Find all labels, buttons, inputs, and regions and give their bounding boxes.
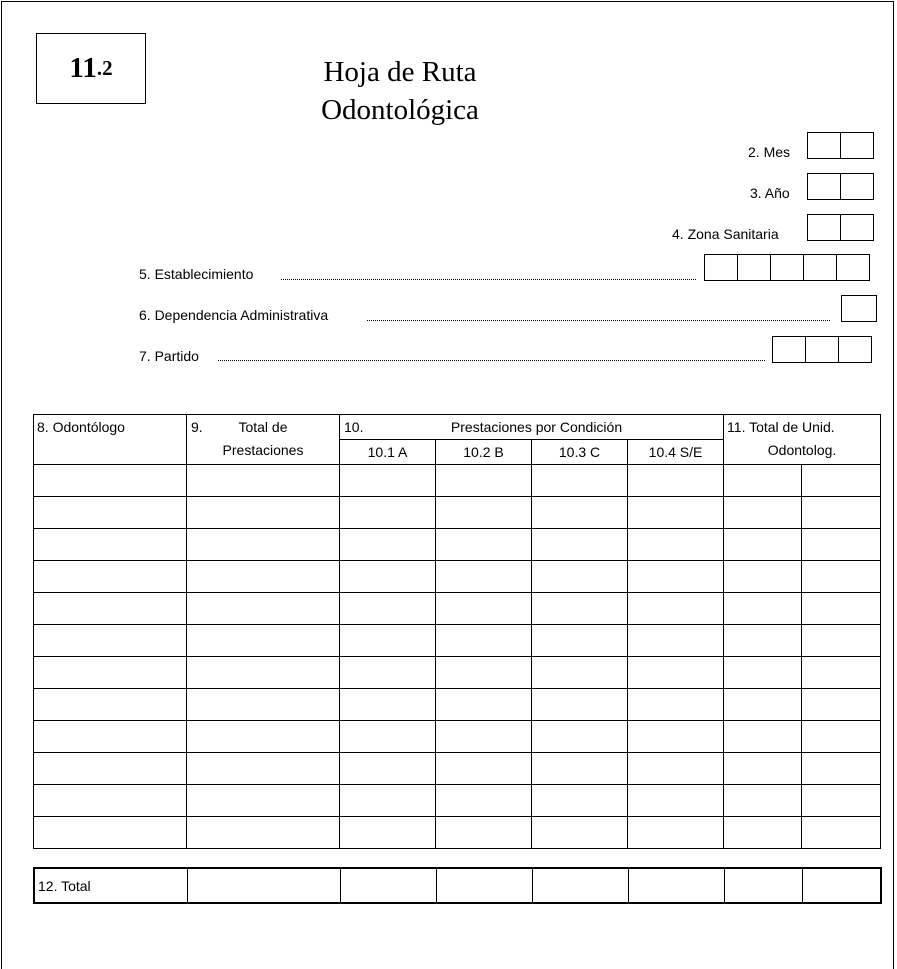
table-cell[interactable] — [628, 497, 724, 529]
table-row — [34, 465, 881, 497]
col-unid-label-top: 11. Total de Unid. — [727, 419, 835, 435]
col-total-header — [187, 415, 340, 465]
zona-label: 4. Zona Sanitaria — [672, 226, 779, 242]
col-total-label-top: Total de — [238, 419, 288, 435]
title-line-1: Hoja de Ruta — [323, 56, 477, 88]
dependencia-label: 6. Dependencia Administrativa — [139, 307, 329, 323]
col-condicion-num: 10. — [344, 419, 364, 435]
partido-label: 7. Partido — [139, 348, 199, 364]
table-row — [34, 593, 881, 625]
table-cell[interactable] — [724, 721, 802, 753]
col-odontologo-header — [34, 415, 187, 465]
total-label: 12. Total — [34, 868, 187, 903]
table-cell[interactable] — [340, 593, 436, 625]
table-cell[interactable] — [532, 561, 628, 593]
total-table — [33, 867, 882, 904]
table-cell[interactable] — [802, 561, 881, 593]
table-row — [34, 817, 881, 849]
table-row — [34, 721, 881, 753]
zona-digit-box[interactable] — [840, 214, 874, 241]
partido-boxes[interactable] — [772, 336, 872, 363]
table-cell[interactable] — [436, 785, 532, 817]
table-cell[interactable] — [802, 689, 881, 721]
table-cell[interactable] — [187, 721, 340, 753]
table-cell[interactable] — [340, 497, 436, 529]
table-row — [34, 497, 881, 529]
table-cell[interactable] — [724, 625, 802, 657]
table-cell[interactable] — [802, 497, 881, 529]
table-cell[interactable] — [724, 465, 802, 497]
col-total-label-bottom: Prestaciones — [222, 442, 304, 458]
total-cell[interactable] — [532, 868, 628, 903]
table-cell[interactable] — [628, 529, 724, 561]
table-cell[interactable] — [340, 657, 436, 689]
table-cell[interactable] — [724, 817, 802, 849]
table-row — [34, 561, 881, 593]
table-body — [34, 465, 881, 849]
table-cell[interactable] — [187, 497, 340, 529]
table-cell[interactable] — [436, 689, 532, 721]
table-cell[interactable] — [802, 465, 881, 497]
table-row — [34, 689, 881, 721]
col-odontologo-label: 8. Odontólogo — [37, 419, 125, 435]
table-cell[interactable] — [724, 689, 802, 721]
table-cell[interactable] — [340, 753, 436, 785]
table-row — [34, 785, 881, 817]
establecimiento-digit-box[interactable] — [770, 254, 804, 281]
total-cell[interactable] — [724, 868, 802, 903]
establecimiento-boxes[interactable] — [704, 254, 870, 281]
table-cell[interactable] — [724, 657, 802, 689]
form-code-sub: .2 — [96, 56, 113, 80]
table-cell[interactable] — [34, 561, 187, 593]
table-cell[interactable] — [187, 753, 340, 785]
col-unid-header — [724, 415, 881, 465]
table-cell[interactable] — [340, 465, 436, 497]
anio-digit-box[interactable] — [807, 173, 841, 200]
table-cell[interactable] — [802, 625, 881, 657]
table-cell[interactable] — [34, 497, 187, 529]
table-cell[interactable] — [187, 529, 340, 561]
table-cell[interactable] — [628, 753, 724, 785]
partido-digit-box[interactable] — [838, 336, 872, 363]
table-cell[interactable] — [436, 817, 532, 849]
partido-digit-box[interactable] — [772, 336, 806, 363]
table-cell[interactable] — [724, 753, 802, 785]
establecimiento-digit-box[interactable] — [803, 254, 837, 281]
table-row — [34, 657, 881, 689]
table-cell[interactable] — [436, 529, 532, 561]
table-cell[interactable] — [628, 689, 724, 721]
establecimiento-digit-box[interactable] — [737, 254, 771, 281]
sub-header-b: 10.2 B — [436, 440, 532, 465]
total-cell[interactable] — [340, 868, 436, 903]
form-code-main: 11 — [69, 52, 97, 84]
table-cell[interactable] — [34, 721, 187, 753]
table-row — [34, 529, 881, 561]
table-cell[interactable] — [34, 817, 187, 849]
partido-digit-box[interactable] — [805, 336, 839, 363]
table-cell[interactable] — [724, 593, 802, 625]
anio-label: 3. Año — [750, 185, 790, 201]
anio-boxes[interactable] — [807, 173, 874, 200]
mes-digit-box[interactable] — [840, 132, 874, 159]
table-cell[interactable] — [34, 625, 187, 657]
zona-boxes[interactable] — [807, 214, 874, 241]
table-cell[interactable] — [724, 785, 802, 817]
table-cell[interactable] — [532, 817, 628, 849]
table-cell[interactable] — [187, 465, 340, 497]
col-unid-label-bottom: Odontolog. — [767, 442, 837, 458]
table-cell[interactable] — [340, 721, 436, 753]
total-cell[interactable] — [187, 868, 340, 903]
establecimiento-digit-box[interactable] — [836, 254, 870, 281]
partido-line[interactable] — [218, 360, 765, 361]
form-code-box — [36, 33, 146, 104]
table-cell[interactable] — [187, 689, 340, 721]
establecimiento-digit-box[interactable] — [704, 254, 738, 281]
zona-digit-box[interactable] — [807, 214, 841, 241]
table-cell[interactable] — [724, 529, 802, 561]
dependencia-line[interactable] — [367, 320, 830, 321]
total-cell[interactable] — [628, 868, 724, 903]
table-cell[interactable] — [340, 817, 436, 849]
table-cell[interactable] — [187, 785, 340, 817]
table-cell[interactable] — [802, 753, 881, 785]
table-cell[interactable] — [802, 529, 881, 561]
table-cell[interactable] — [187, 593, 340, 625]
table-cell[interactable] — [436, 721, 532, 753]
col-total-num: 9. — [191, 419, 203, 435]
table-row — [34, 753, 881, 785]
table-cell[interactable] — [436, 625, 532, 657]
table-cell[interactable] — [34, 529, 187, 561]
prestaciones-table — [33, 414, 881, 849]
table-cell[interactable] — [436, 593, 532, 625]
table-cell[interactable] — [628, 465, 724, 497]
table-cell[interactable] — [436, 465, 532, 497]
total-row — [34, 868, 881, 903]
table-cell[interactable] — [34, 753, 187, 785]
table-cell[interactable] — [628, 817, 724, 849]
table-cell[interactable] — [628, 593, 724, 625]
table-cell[interactable] — [628, 785, 724, 817]
table-cell[interactable] — [187, 561, 340, 593]
table-cell[interactable] — [34, 465, 187, 497]
table-cell[interactable] — [340, 625, 436, 657]
establecimiento-line[interactable] — [281, 279, 696, 280]
table-cell[interactable] — [532, 625, 628, 657]
table-cell[interactable] — [34, 785, 187, 817]
table-cell[interactable] — [436, 753, 532, 785]
table-cell[interactable] — [187, 657, 340, 689]
establecimiento-label: 5. Establecimiento — [139, 266, 254, 282]
table-cell[interactable] — [532, 785, 628, 817]
sub-header-c: 10.3 C — [532, 440, 628, 465]
table-cell[interactable] — [802, 817, 881, 849]
anio-digit-box[interactable] — [840, 173, 874, 200]
table-cell[interactable] — [34, 657, 187, 689]
table-cell[interactable] — [532, 593, 628, 625]
total-cell[interactable] — [802, 868, 881, 903]
table-cell[interactable] — [802, 721, 881, 753]
dependencia-digit-box[interactable] — [841, 295, 877, 322]
title-line-2: Odontológica — [321, 94, 479, 126]
table-cell[interactable] — [628, 625, 724, 657]
sub-header-a: 10.1 A — [340, 440, 436, 465]
table-cell[interactable] — [802, 657, 881, 689]
table-cell[interactable] — [436, 561, 532, 593]
mes-label: 2. Mes — [748, 144, 791, 160]
table-cell[interactable] — [628, 657, 724, 689]
col-condicion-header — [340, 415, 724, 440]
table-row — [34, 625, 881, 657]
table-cell[interactable] — [187, 625, 340, 657]
table-cell[interactable] — [724, 561, 802, 593]
sub-header-se: 10.4 S/E — [628, 440, 724, 465]
total-cell[interactable] — [436, 868, 532, 903]
table-cell[interactable] — [436, 497, 532, 529]
table-cell[interactable] — [724, 497, 802, 529]
table-cell[interactable] — [628, 561, 724, 593]
table-cell[interactable] — [628, 721, 724, 753]
table-cell[interactable] — [802, 785, 881, 817]
table-cell[interactable] — [532, 689, 628, 721]
table-cell[interactable] — [340, 561, 436, 593]
table-cell[interactable] — [187, 817, 340, 849]
table-cell[interactable] — [532, 497, 628, 529]
table-cell[interactable] — [532, 465, 628, 497]
table-cell[interactable] — [34, 689, 187, 721]
table-cell[interactable] — [532, 657, 628, 689]
table-cell[interactable] — [532, 721, 628, 753]
mes-digit-box[interactable] — [807, 132, 841, 159]
table-cell[interactable] — [436, 657, 532, 689]
table-cell[interactable] — [532, 753, 628, 785]
table-cell[interactable] — [340, 785, 436, 817]
table-cell[interactable] — [34, 593, 187, 625]
col-condicion-label: Prestaciones por Condición — [450, 419, 623, 435]
table-cell[interactable] — [532, 529, 628, 561]
mes-boxes[interactable] — [807, 132, 874, 159]
table-cell[interactable] — [340, 529, 436, 561]
dependencia-boxes[interactable] — [841, 295, 877, 322]
table-cell[interactable] — [340, 689, 436, 721]
table-cell[interactable] — [802, 593, 881, 625]
